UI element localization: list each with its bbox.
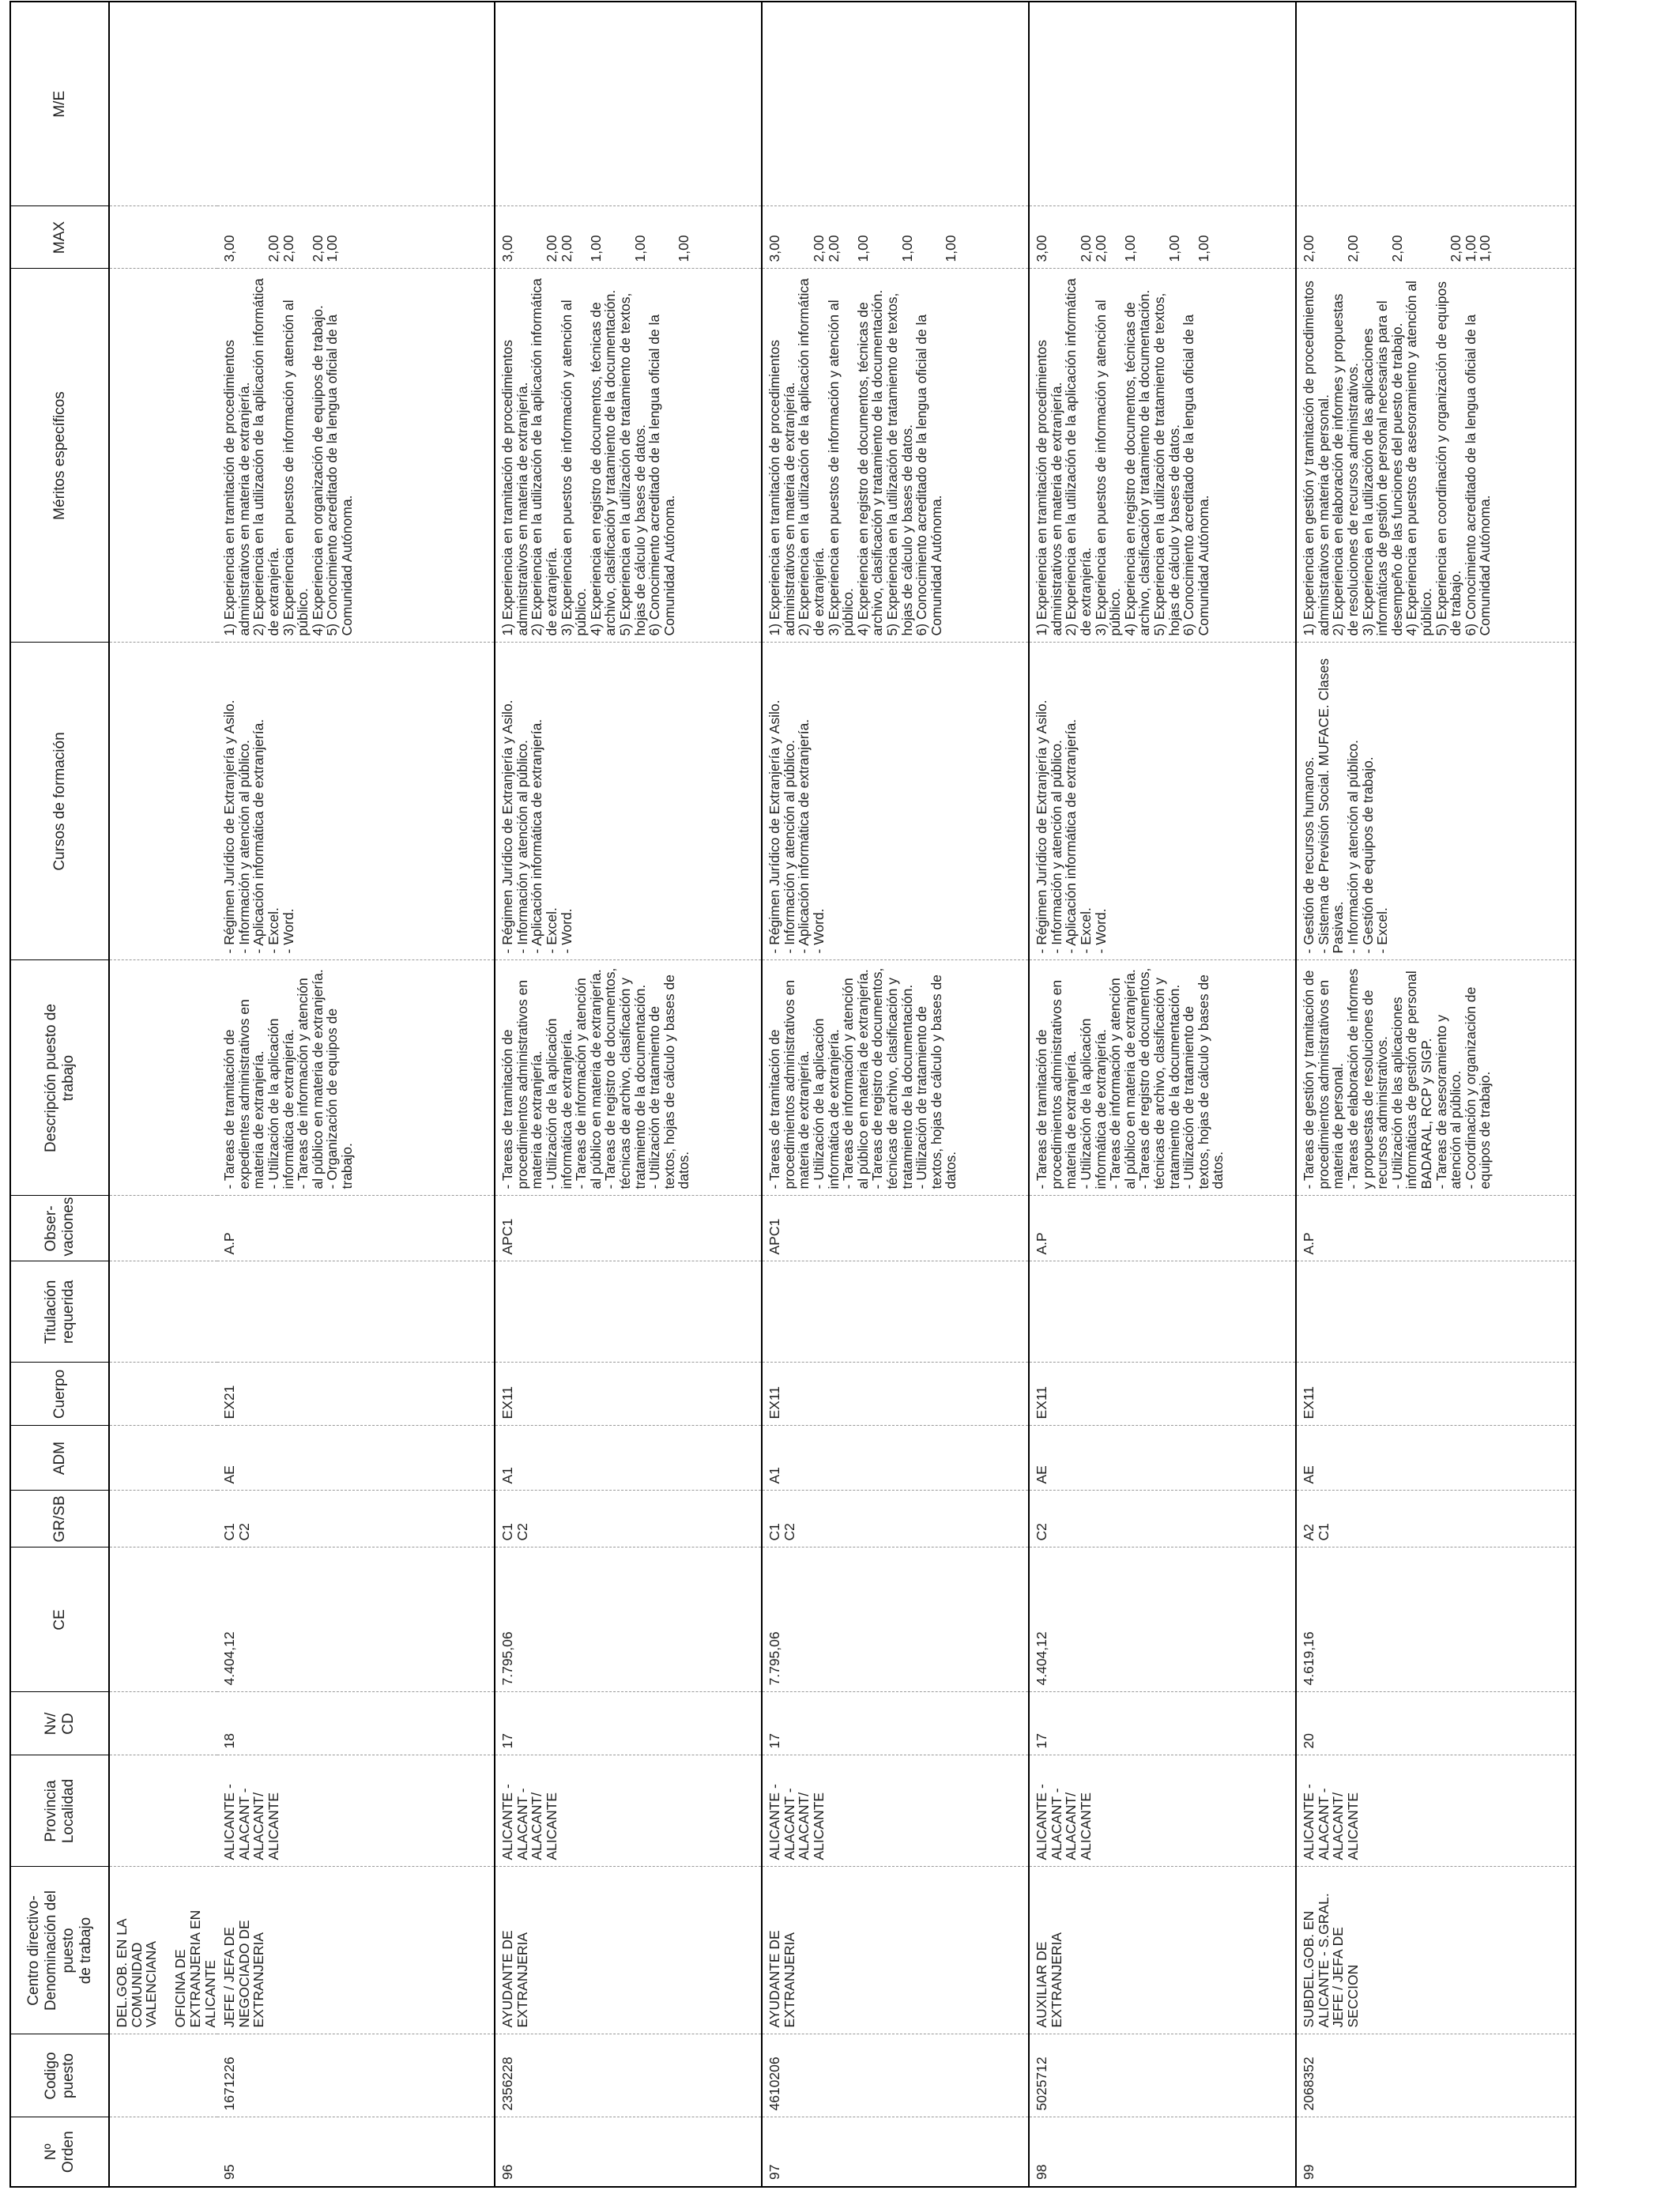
cell-max: 3,00 2,00 2,00 1,00 1,00 1,00 — [762, 206, 1029, 269]
cell-descripcion: - Tareas de tramitación de expedientes administrativos en materia de extranjería. - Utilización de la aplicación informática de extranjería. - Tareas de información y atención al público en materia de extranjería. - Organización de equipos de trabajo. — [217, 960, 495, 1196]
cell-ce: 4.619,16 — [1296, 1547, 1576, 1692]
cell-nivel: 17 — [762, 1692, 1029, 1755]
table-row — [217, 2, 495, 2187]
cell-codigo: 4610206 — [762, 2034, 1029, 2117]
cell-codigo: 2068352 — [1296, 2034, 1576, 2117]
table-row — [1029, 2, 1296, 2187]
rows-body — [217, 2, 1576, 2187]
cell-observaciones: A.P — [217, 1196, 495, 1261]
table-row — [1296, 2, 1576, 2187]
cell-cursos: - Régimen Jurídico de Extranjería y Asilo. - Información y atención al público. - Aplicación informática de extranjería. - Excel. - Word. — [217, 643, 495, 960]
header-observaciones: Obser- vaciones — [10, 1196, 109, 1261]
header-cuerpo: Cuerpo — [10, 1363, 109, 1426]
cell-cursos: - Régimen Jurídico de Extranjería y Asilo. - Información y atención al público. - Aplicación informática de extranjería. - Excel. - Word. — [495, 643, 762, 960]
cell-cursos: - Régimen Jurídico de Extranjería y Asilo. - Información y atención al público. - Aplicación informática de extranjería. - Word. — [762, 643, 1029, 960]
cell-titulacion — [495, 1261, 762, 1363]
cell-max: 2,00 2,00 2,00 2,00 1,00 1,00 — [1296, 206, 1576, 269]
cell-nivel: 18 — [217, 1692, 495, 1755]
cell-cursos: - Régimen Jurídico de Extranjería y Asilo. - Información y atención al público. - Aplicación informática de extranjería. - Excel. - Word. — [1029, 643, 1296, 960]
header-nivel: Nv/ CD — [10, 1692, 109, 1755]
cell-grupo: C1 C2 — [217, 1491, 495, 1547]
cell-ce: 4.404,12 — [217, 1547, 495, 1692]
header-max: MAX — [10, 206, 109, 269]
cell-observaciones: A.P — [1029, 1196, 1296, 1261]
cell-me — [1296, 2, 1576, 206]
header-centro: Centro directivo- Denominación del puesto de trabajo — [10, 1867, 109, 2034]
cell-grupo: A2 C1 — [1296, 1491, 1576, 1547]
cell-orden: 95 — [217, 2117, 495, 2187]
cell-max: 3,00 2,00 2,00 1,00 1,00 1,00 — [1029, 206, 1296, 269]
header-me: M/E — [10, 2, 109, 206]
cell-codigo: 5025712 — [1029, 2034, 1296, 2117]
cell-grupo: C1 C2 — [495, 1491, 762, 1547]
header-titulacion: Titulación requerida — [10, 1261, 109, 1363]
cell-observaciones: A.P — [1296, 1196, 1576, 1261]
cell-adm: AE — [1029, 1426, 1296, 1491]
cell-adm: AE — [1296, 1426, 1576, 1491]
cell-titulacion — [762, 1261, 1029, 1363]
cell-meritos: 1) Experiencia en tramitación de procedimientos administrativos en materia de extranjería. 2) Experiencia en la utilización de la aplicación informática de extranjería. 3) Experiencia en puestos de información y atención al público. 4) Experiencia en registro de documentos, técnicas de archivo, clasificación y tratamiento de la documentación. 5) Experiencia en la utilización de tratamiento de textos, hojas de cálculo y bases de datos. 6) Conocimiento acreditado de la lengua oficial de la Comunidad Autónoma. — [762, 269, 1029, 643]
cell-observaciones: APC1 — [762, 1196, 1029, 1261]
header-descripcion: Descripción puesto de trabajo — [10, 960, 109, 1196]
cell-meritos: 1) Experiencia en tramitación de procedimientos administrativos en materia de extranjería. 2) Experiencia en la utilización de la aplicación informática de extranjería. 3) Experiencia en puestos de información y atención al público. 4) Experiencia en registro de documentos, técnicas de archivo, clasificación y tratamiento de la documentación. 5) Experiencia en la utilización de tratamiento de textos, hojas de cálculo y bases de datos. 6) Conocimiento acreditado de la lengua oficial de la Comunidad Autónoma. — [1029, 269, 1296, 643]
cell-nivel: 20 — [1296, 1692, 1576, 1755]
cell-provincia: ALICANTE - ALACANT - ALACANT/ ALICANTE — [1296, 1755, 1576, 1867]
cell-cuerpo: EX11 — [495, 1363, 762, 1426]
cell-descripcion: - Tareas de tramitación de procedimientos administrativos en materia de extranjería. - Utilización de la aplicación informática de extranjería. - Tareas de información y atención al público en materia de extranjería. - Tareas de registro de documentos, técnicas de archivo, clasificación y tratamiento de la documentación. - Utilización de tratamiento de textos, hojas de cálculo y bases de datos. — [1029, 960, 1296, 1196]
cell-grupo: C1 C2 — [762, 1491, 1029, 1547]
cell-provincia: ALICANTE - ALACANT - ALACANT/ ALICANTE — [495, 1755, 762, 1867]
cell-orden: 98 — [1029, 2117, 1296, 2187]
cell-nivel: 17 — [1029, 1692, 1296, 1755]
cell-cuerpo: EX11 — [1296, 1363, 1576, 1426]
cell-descripcion: - Tareas de gestión y tramitación de procedimientos administrativos en materia de personal. - Tareas de elaboración de informes y propuestas de resoluciones de recursos administrativos. - Utilización de las aplicaciones informáticas de gestión de personal BADARAL, RCP y SIGP. - Tareas de asesoramiento y atención al público. - Coordinación y organización de equipos de trabajo. — [1296, 960, 1576, 1196]
cell-orden: 96 — [495, 2117, 762, 2187]
cell-me — [217, 2, 495, 206]
header-provincia: Provincia Localidad — [10, 1755, 109, 1867]
cell-grupo: C2 — [1029, 1491, 1296, 1547]
table-row — [762, 2, 1029, 2187]
cell-ce: 7.795,06 — [762, 1547, 1029, 1692]
cell-provincia: ALICANTE - ALACANT - ALACANT/ ALICANTE — [217, 1755, 495, 1867]
cell-centro: AUXILIAR DE EXTRANJERIA — [1029, 1867, 1296, 2034]
cell-centro: AYUDANTE DE EXTRANJERIA — [762, 1867, 1029, 2034]
header-cursos: Cursos de formación — [10, 643, 109, 960]
cell-me — [1029, 2, 1296, 206]
cell-orden: 99 — [1296, 2117, 1576, 2187]
cell-max: 3,00 2,00 2,00 1,00 1,00 1,00 — [495, 206, 762, 269]
table-row — [495, 2, 762, 2187]
cell-titulacion — [1029, 1261, 1296, 1363]
cell-cuerpo: EX11 — [1029, 1363, 1296, 1426]
header-row — [10, 2, 109, 2187]
cell-codigo: 2356228 — [495, 2034, 762, 2117]
cell-descripcion: - Tareas de tramitación de procedimientos administrativos en materia de extranjería. - Utilización de la aplicación informática de extranjería. - Tareas de información y atención al público en materia de extranjería. - Tareas de registro de documentos, técnicas de archivo, clasificación y tratamiento de la documentación. - Utilización de tratamiento de textos, hojas de cálculo y bases de datos. — [495, 960, 762, 1196]
cell-ce: 7.795,06 — [495, 1547, 762, 1692]
cell-nivel: 17 — [495, 1692, 762, 1755]
header-adm: ADM — [10, 1426, 109, 1491]
cell-cuerpo: EX21 — [217, 1363, 495, 1426]
cell-centro: JEFE / JEFA DE NEGOCIADO DE EXTRANJERIA — [217, 1867, 495, 2034]
cell-titulacion — [217, 1261, 495, 1363]
cell-meritos: 1) Experiencia en tramitación de procedimientos administrativos en materia de extranjería. 2) Experiencia en la utilización de la aplicación informática de extranjería. 3) Experiencia en puestos de información y atención al público. 4) Experiencia en registro de documentos, técnicas de archivo, clasificación y tratamiento de la documentación. 5) Experiencia en la utilización de tratamiento de textos, hojas de cálculo y bases de datos. 6) Conocimiento acreditado de la lengua oficial de la Comunidad Autónoma. — [495, 269, 762, 643]
cell-meritos: 1) Experiencia en tramitación de procedimientos administrativos en materia de extranjería. 2) Experiencia en la utilización de la aplicación informática de extranjería. 3) Experiencia en puestos de información y atención al público. 4) Experiencia en organización de equipos de trabajo. 5) Conocimiento acreditado de la lengua oficial de la Comunidad Autónoma. — [217, 269, 495, 643]
unit-header-centro: DEL.GOB. EN LA COMUNIDAD VALENCIANA OFICINA DE EXTRANJERIA EN ALICANTE — [109, 1867, 217, 2034]
cell-meritos: 1) Experiencia en gestión y tramitación de procedimientos administrativos en materia de personal. 2) Experiencia en elaboración de informes y propuestas de resoluciones de recursos administrativos. 3) Experiencia en la utilización de las aplicaciones informáticas de gestión de personal necesarias para el desempeño de las funciones del puesto de trabajo. 4) Experiencia en puestos de asesoramiento y atención al público. 5) Experiencia en coordinación y organización de equipos de trabajo. 6) Conocimiento acreditado de la lengua oficial de la Comunidad Autónoma. — [1296, 269, 1576, 643]
unit-header-row — [109, 2, 217, 2187]
cell-max: 3,00 2,00 2,00 2,00 1,00 — [217, 206, 495, 269]
cell-centro: AYUDANTE DE EXTRANJERIA — [495, 1867, 762, 2034]
header-codigo: Codigo puesto — [10, 2034, 109, 2117]
cell-provincia: ALICANTE - ALACANT - ALACANT/ ALICANTE — [762, 1755, 1029, 1867]
cell-ce: 4.404,12 — [1029, 1547, 1296, 1692]
cell-centro: SUBDEL.GOB. EN ALICANTE - S.GRAL. JEFE / JEFA DE SECCION — [1296, 1867, 1576, 2034]
header-grupo: GR/SB — [10, 1491, 109, 1547]
cell-adm: A1 — [495, 1426, 762, 1491]
cell-observaciones: APC1 — [495, 1196, 762, 1261]
header-meritos: Méritos específicos — [10, 269, 109, 643]
positions-table — [9, 1, 1576, 2188]
cell-me — [762, 2, 1029, 206]
header-ce: CE — [10, 1547, 109, 1692]
cell-cursos: - Gestión de recursos humanos. - Sistema de Previsión Social. MUFACE. Clases Pasivas. - Información y atención al público. - Gestión de equipos de trabajo. - Excel. — [1296, 643, 1576, 960]
cell-codigo: 1671226 — [217, 2034, 495, 2117]
header-orden: Nº Orden — [10, 2117, 109, 2187]
cell-provincia: ALICANTE - ALACANT - ALACANT/ ALICANTE — [1029, 1755, 1296, 1867]
cell-adm: A1 — [762, 1426, 1029, 1491]
cell-orden: 97 — [762, 2117, 1029, 2187]
cell-titulacion — [1296, 1261, 1576, 1363]
cell-descripcion: - Tareas de tramitación de procedimientos administrativos en materia de extranjería. - Utilización de la aplicación informática de extranjería. - Tareas de información y atención al público en materia de extranjería. - Tareas de registro de documentos, técnicas de archivo, clasificación y tratamiento de la documentación. - Utilización de tratamiento de textos, hojas de cálculo y bases de datos. — [762, 960, 1029, 1196]
cell-cuerpo: EX11 — [762, 1363, 1029, 1426]
cell-me — [495, 2, 762, 206]
cell-adm: AE — [217, 1426, 495, 1491]
